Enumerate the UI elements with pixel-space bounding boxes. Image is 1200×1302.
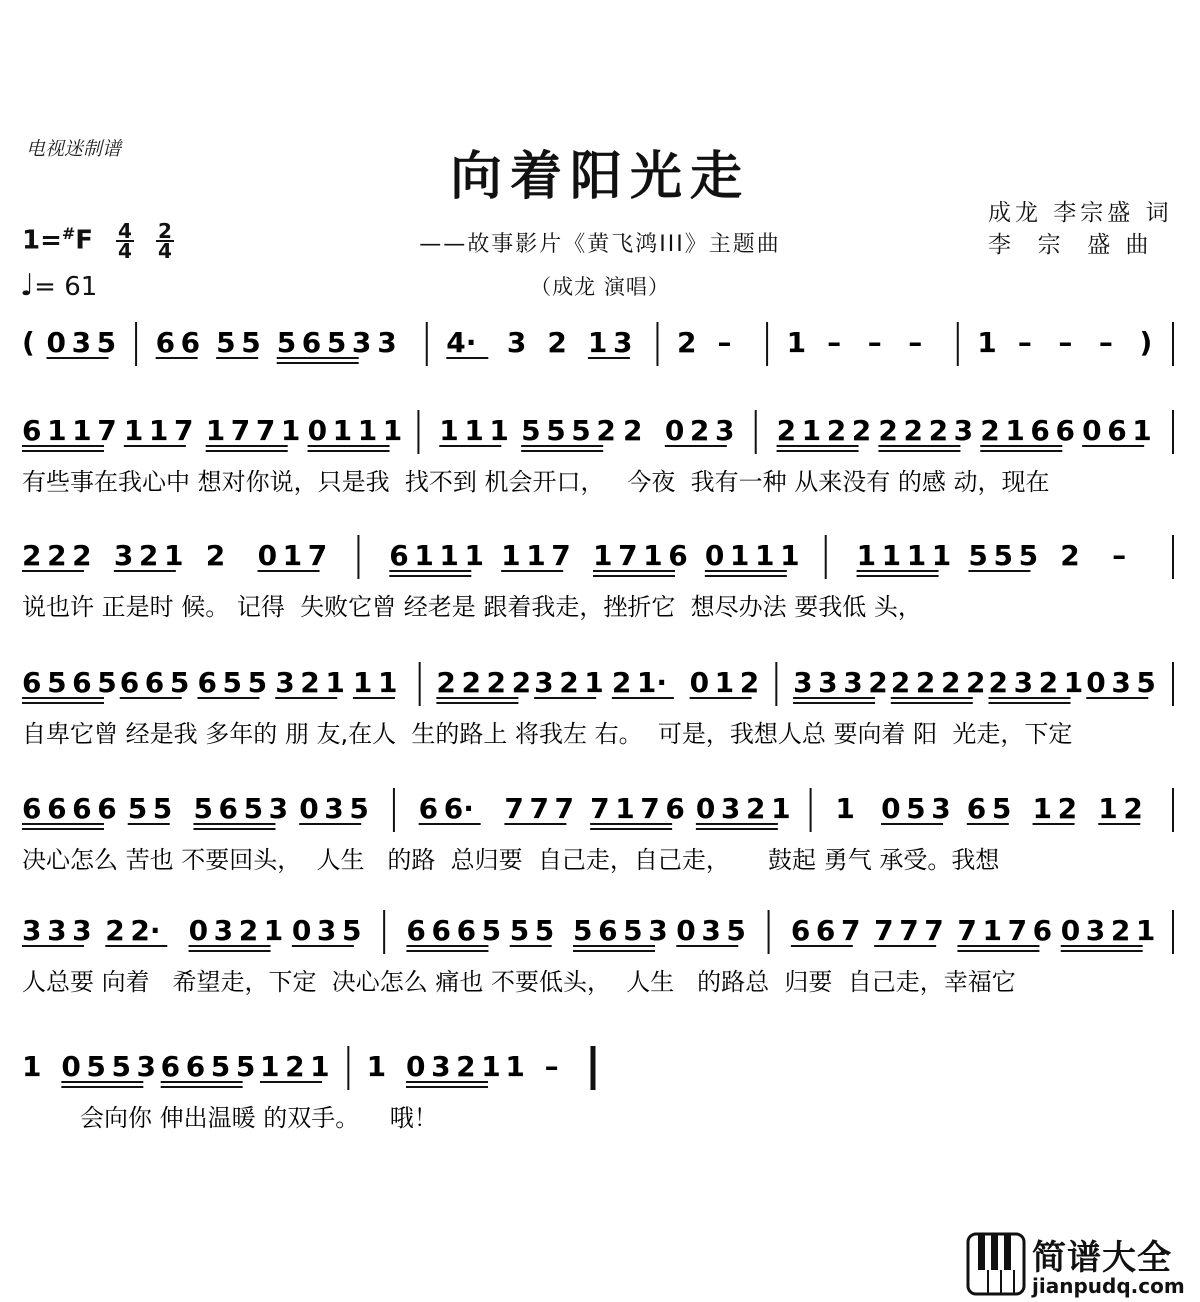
note-group: 0 5 5 3 [61,1050,157,1083]
note-group: 6 5 [966,792,1012,825]
note-group: – [867,326,882,359]
note-group: 0 3 2 1 [406,1050,501,1083]
note-group: 1 [835,792,855,825]
sharp-sign: # [61,224,76,243]
note-group: 1 1 7 [501,539,571,572]
note-group: – [827,326,842,359]
key-note: F [75,225,94,256]
note-group: 4· [446,326,477,359]
note-group: – [544,1050,559,1083]
time2-denominator: 4 [158,239,172,263]
key-label: 1= [22,225,62,256]
note-group: 7 1 7 6 [590,792,685,825]
note-group: 3 3 3 [22,914,92,947]
note-group: 5 6 5 3 [276,326,372,359]
note-group: 2 2 2 2 [436,666,532,699]
note-group: 2 [1060,539,1080,572]
note-group: 2 2 2 3 [878,414,974,447]
note-group: 1 1 1 [439,414,509,447]
note-group: – [1058,326,1073,359]
lyric-line: 自卑它曾 经是我 多年的 朋 友,在人 生的路上 将我左 右。 可是，我想人总 要向着 阳 光走，下定 [22,720,1073,748]
note-group: 1 2 1 [260,1050,330,1083]
maker-credit: 电视迷制谱 [26,138,122,160]
site-logo [966,1230,1192,1300]
note-group: 6 6 5 [119,666,190,699]
note-group: 3 2 1 [113,539,184,572]
note-group: 2 [677,326,697,359]
note-group: 5 6 5 3 [573,914,668,947]
note-group: 0 3 5 [676,914,746,947]
note-group: 2 1· [611,666,668,699]
singer-credit: （成龙 演唱） [530,275,670,299]
note-group: – [1017,326,1032,359]
note-group: 5 5 5 2 [521,414,616,447]
note-group: 1 [977,326,997,359]
lyric-line: 说也许 正是时 候。 记得 失败它曾 经老是 跟着我走，挫折它 想尽办法 要我低 头， [22,593,922,621]
note-group: 6 6· [418,792,474,825]
logo-url: jianpudq.com [1032,1274,1185,1298]
note-group: 0 1 1 1 [307,414,403,447]
note-group: 0 3 5 [291,914,362,947]
time1-numerator: 4 [118,219,132,243]
piano-keys-icon [966,1232,1026,1296]
note-group: 2 1 2 2 [776,414,872,447]
note-group: 1 2 [1098,792,1143,825]
lyric-line: 决心怎么 苦也 不要回头， 人生 的路 总归要 自己走，自己走， 鼓起 勇气 承受。我想 [22,846,1000,874]
note-group: 6 6 [155,326,201,359]
note-group: 5 6 5 3 [193,792,289,825]
note-group: 6 5 6 5 [22,666,117,699]
note-group: 0 1 7 [257,539,328,572]
note-group: 1 [786,326,807,359]
note-group: – [717,326,732,359]
note-group: 1 [366,1050,387,1083]
time2-numerator: 2 [158,219,172,243]
note-group: 1 7 7 1 [205,414,301,447]
note-group: 3 3 3 2 [793,666,888,699]
song-subtitle: ——故事影片《黄飞鸿III》主题曲 [419,232,781,257]
note-group: 2 2 2 [22,539,92,572]
note-group: 6 6 6 5 [406,914,502,947]
lyric-line: 会向你 伸出温暖 的双手。 哦！ [80,1104,438,1132]
note-group: 6 6 7 [790,914,861,947]
note-group: 2 [205,539,226,572]
note-group: 5 5 [127,792,173,825]
note-group: 1 [505,1050,525,1083]
note-group: 5 5 5 [968,539,1039,572]
note-group: 0 3 5 [299,792,369,825]
logo-text: 简谱大全 [1032,1238,1172,1278]
composer-credit: 李 宗 盛 曲 [988,232,1153,258]
note-group: 6 1 1 7 [22,414,117,447]
note-group: 0 3 5 [1086,666,1156,699]
time1-denominator: 4 [118,239,132,263]
note-group: 0 3 2 1 [188,914,284,947]
note-group: 0 3 5 [46,326,117,359]
note-group: 3 2 1 [275,666,345,699]
note-group: 0 2 3 [664,414,735,447]
note-group: 5 5 [216,326,261,359]
lyric-line: 人总要 向着 希望走，下定 决心怎么 痛也 不要低头， 人生 的路总 归要 自己走，幸福它 [22,968,1016,996]
quarter-note-icon: ♩ [20,268,35,303]
note-group: 6 6 6 6 [22,792,117,825]
note-group: 0 5 3 [881,792,951,825]
song-title: 向着阳光走 [449,146,750,207]
note-group: ) [1139,326,1153,359]
note-group: – [908,326,923,359]
note-group: 0 6 1 [1082,414,1152,447]
note-group: 0 1 2 [689,666,760,699]
lyricist-credit: 成龙 李宗盛 词 [988,200,1173,226]
note-group: – [1112,539,1127,572]
note-group: 6 5 5 [197,666,268,699]
note-group: 2 1 6 6 [980,414,1076,447]
note-group: 6 1 1 1 [389,539,485,572]
note-group: 0 1 1 1 [704,539,800,572]
note-group: 1 7 1 6 [593,539,688,572]
note-group: 2 [547,326,567,359]
note-group: 1 [22,1050,42,1083]
note-group: 2 2· [105,914,161,947]
note-group: 6 6 5 5 [160,1050,256,1083]
note-group: 3 2 1 [534,666,604,699]
note-group: 5 5 [509,914,555,947]
note-group: 1 2 [1032,792,1078,825]
note-group: 7 1 7 6 [957,914,1053,947]
tempo-value: = 61 [34,272,98,302]
note-group: 0 3 2 1 [1060,914,1156,947]
note-group: 3 [506,326,527,359]
note-group: ( [22,326,35,359]
note-group: 7 7 7 [504,792,575,825]
note-group: – [1098,326,1113,359]
lyric-line: 有些事在我心中 想对你说，只是我 找不到 机会开口， 今夜 我有一种 从来没有 的感 动，现在 [22,468,1050,496]
note-group: 1 1 [352,666,398,699]
note-group: 2 [623,414,643,447]
note-group: 1 1 7 [123,414,194,447]
note-group: 3 [377,326,397,359]
note-group: 1 1 1 1 [856,539,952,572]
note-group: 1 3 [587,326,633,359]
note-group: 2 2 2 2 [890,666,986,699]
note-group: 7 7 7 [874,914,944,947]
note-group: 2 3 2 1 [988,666,1084,699]
note-group: 0 3 2 1 [695,792,791,825]
